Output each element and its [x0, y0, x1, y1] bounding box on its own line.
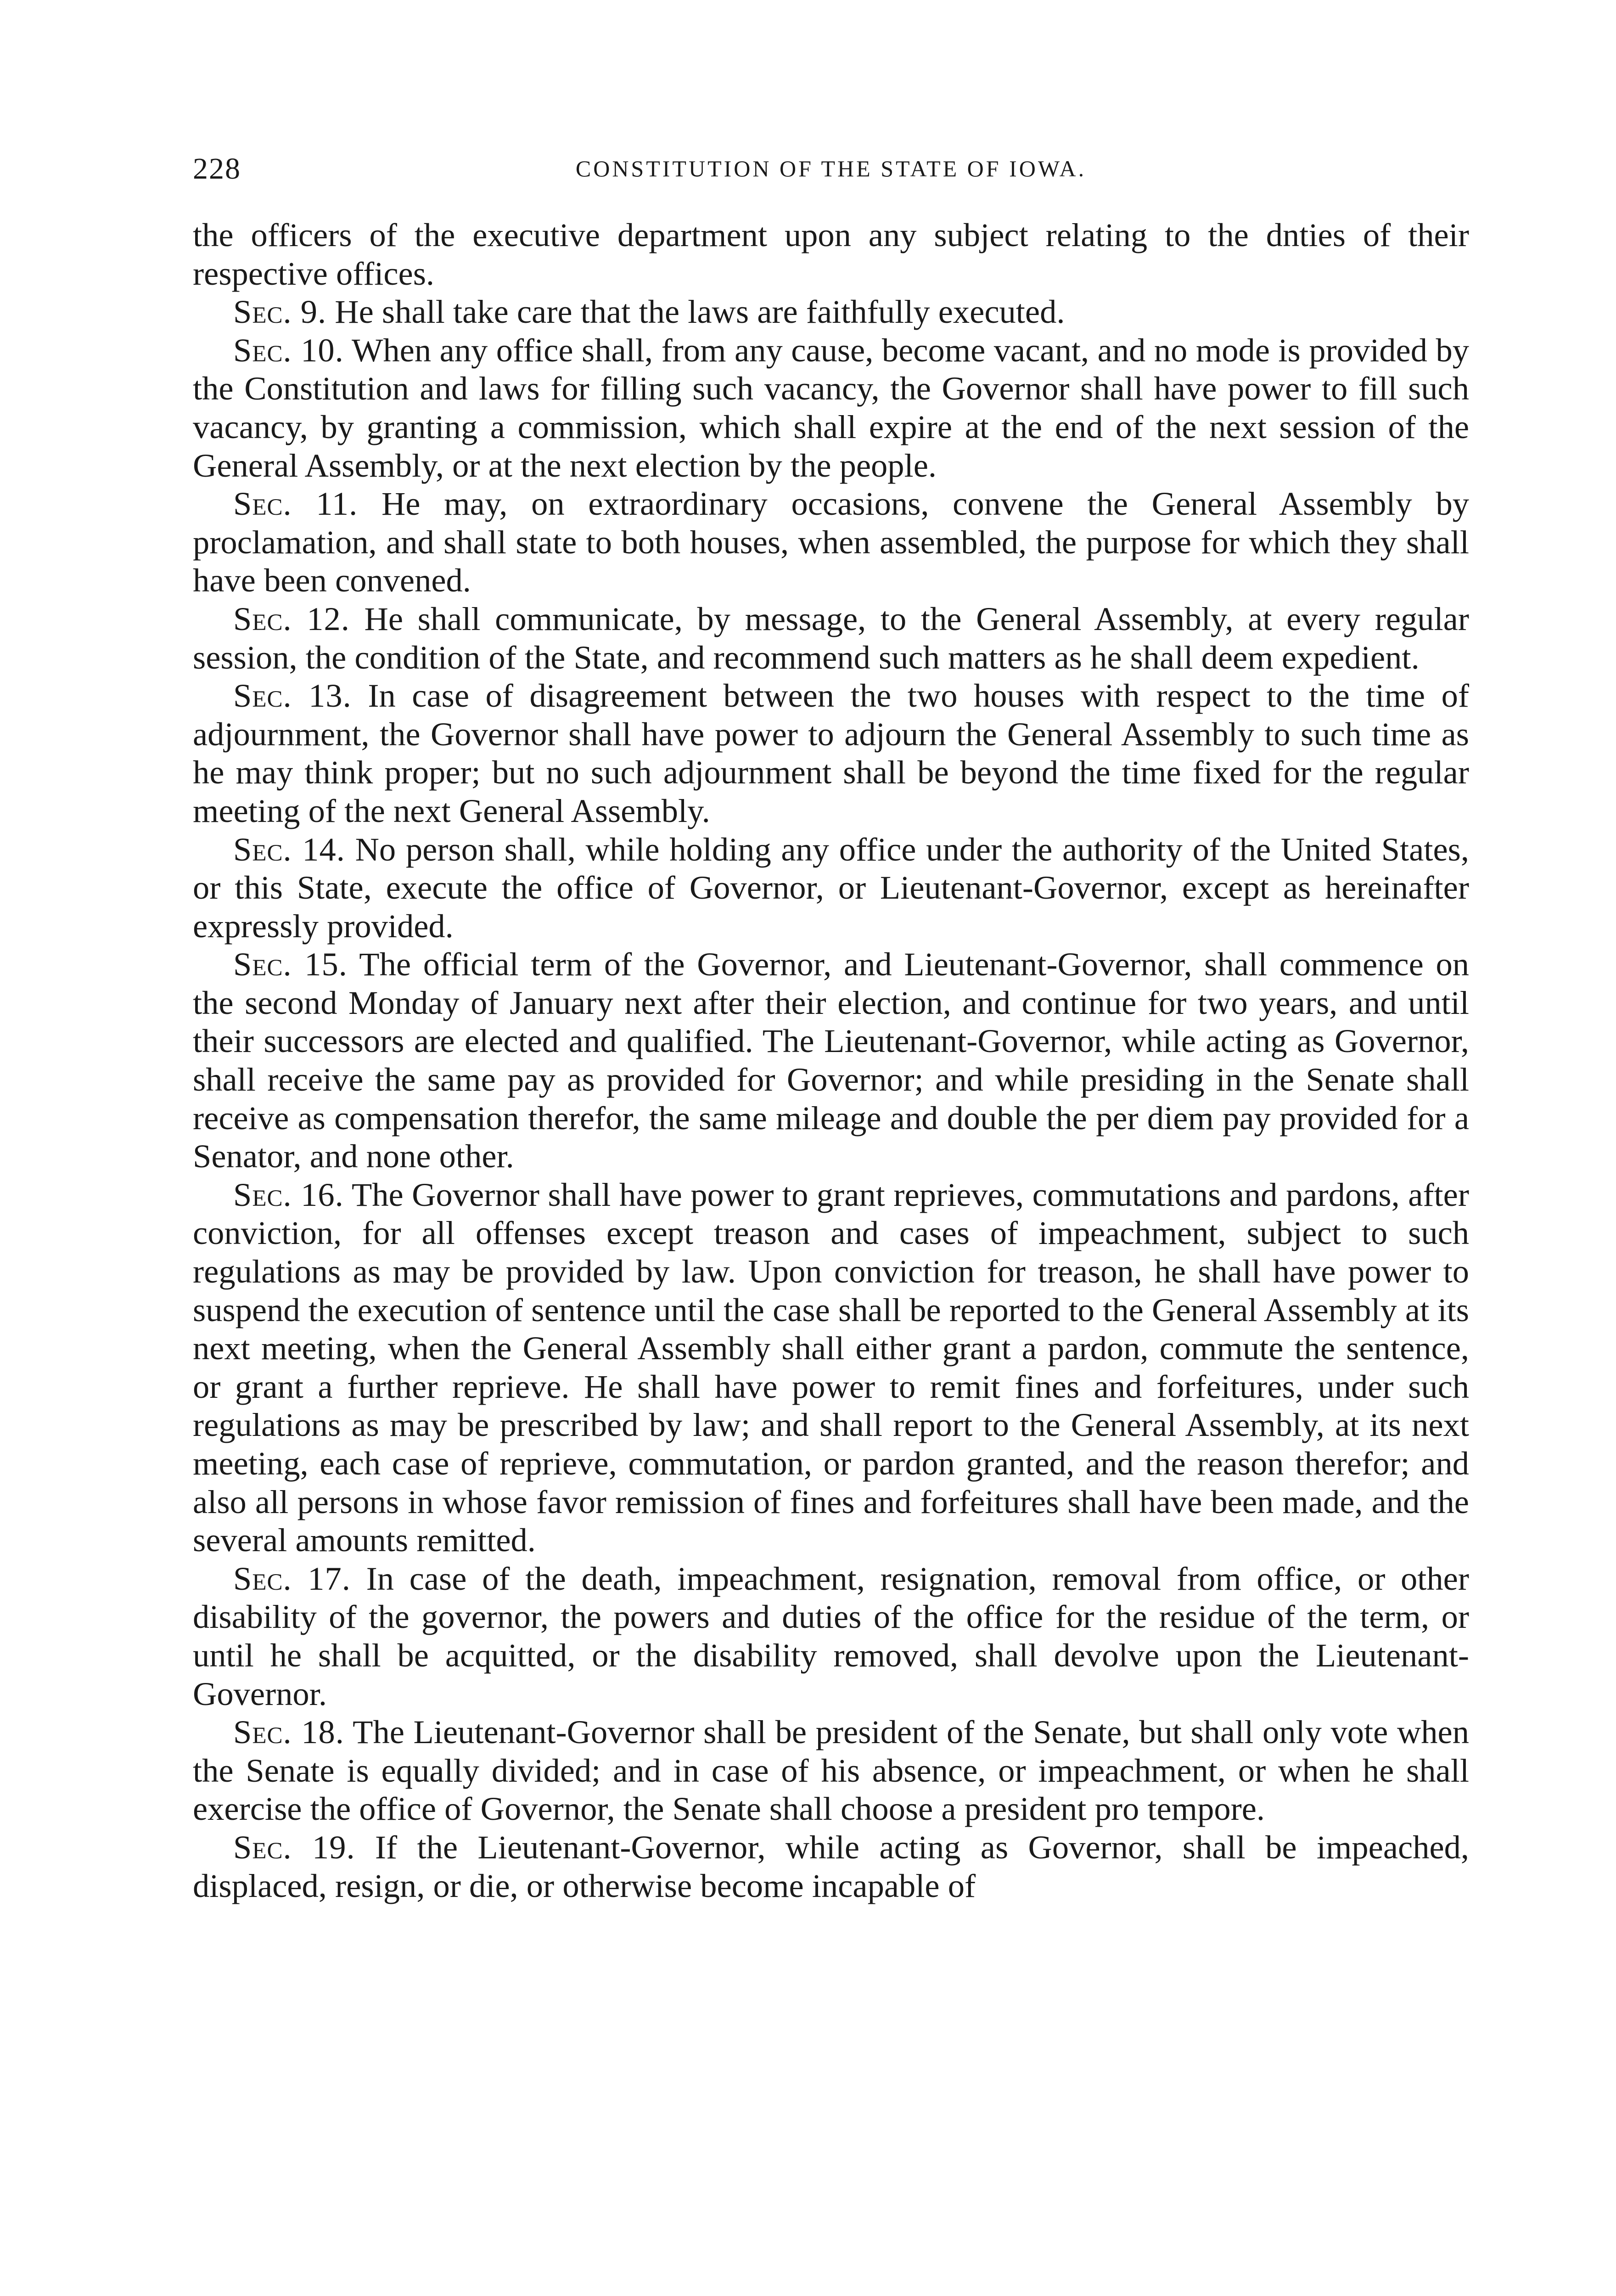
section-9 — [193, 293, 1469, 331]
section-18 — [193, 1713, 1469, 1828]
section-11 — [193, 484, 1469, 600]
section-14 — [193, 830, 1469, 945]
section-label: Sec. 15. — [233, 945, 348, 983]
page-number: 228 — [193, 152, 241, 186]
paragraph-continuation — [193, 216, 1469, 293]
paragraph-text: When any office shall, from any cause, become vacant, and no mode is provided by the Constitution and laws for filling such vacancy, the Governor shall have power to fill such vacancy, by granting a commission, which shall expire at the end of the next session of the General Assembly, or at the next election by the people. — [193, 331, 1469, 484]
section-label: Sec. 13. — [233, 677, 352, 715]
section-label: Sec. 18. — [233, 1713, 344, 1751]
section-16 — [193, 1176, 1469, 1559]
section-19 — [193, 1828, 1469, 1905]
paragraph-text: the officers of the executive department upon any subject relating to the dnties of their respective offices. — [193, 216, 1469, 292]
paragraph-text: He shall communicate, by message, to the General Assembly, at every regular session, the condition of the State, and recommend such matters as he shall deem expedient. — [193, 600, 1470, 676]
running-head — [193, 152, 1469, 202]
paragraph-text: If the Lieutenant-Governor, while acting as Governor, shall be impeached, displaced, resign, or die, or otherwise become incapable of — [193, 1828, 1470, 1904]
section-10 — [193, 331, 1469, 484]
paragraph-text: In case of disagreement between the two houses with respect to the time of adjournment, the Governor shall have power to adjourn the General Assembly to such time as he may think proper; but no such adjournment shall be beyond the time fixed for the regular meeting of the next General Assembly. — [193, 677, 1469, 829]
section-17 — [193, 1559, 1469, 1713]
running-title: CONSTITUTION OF THE STATE OF IOWA. — [575, 156, 1087, 181]
paragraph-text: He may, on extraordinary occasions, convene the General Assembly by proclamation, and shall state to both houses, when assembled, the purpose for which they shall have been convened. — [193, 485, 1469, 599]
section-label: Sec. 11. — [233, 485, 358, 523]
paragraph-text: The Lieutenant-Governor shall be president of the Senate, but shall only vote when the Senate is equally divided; and in case of his absence, or impeachment, or when he shall exercise the office of Governor, the Senate shall choose a president pro tempore. — [193, 1713, 1469, 1828]
paragraph-text: He shall take care that the laws are faithfully executed. — [335, 293, 1065, 331]
section-label: Sec. 17. — [233, 1559, 351, 1597]
paragraph-text: The official term of the Governor, and Lieutenant-Governor, shall commence on the second Monday of January next after their election, and continue for two years, and until their successors are elected and qualified. The Lieutenant-Governor, while acting as Governor, shall receive the same pay as provided for Governor; and while presiding in the Senate shall receive as compensation therefor, the same mileage and double the per diem pay provided for a Senator, and none other. — [193, 945, 1469, 1175]
section-13 — [193, 676, 1469, 830]
paragraph-text: The Governor shall have power to grant reprieves, commutations and pardons, after conviction, for all offenses except treason and cases of impeachment, subject to such regulations as may be provided by law. Upon conviction for treason, he shall have power to suspend the execution of sentence until the case shall be reported to the General Assembly at its next meeting, when the General Assembly shall either grant a pardon, commute the sentence, or grant a further reprieve. He shall have power to remit fines and forfeitures, under such regulations as may be prescribed by law; and shall report to the General Assembly, at its next meeting, each case of reprieve, commutation, or pardon granted, and the reason therefor; and also all persons in whose favor remission of fines and forfeitures shall have been made, and the several amounts remitted. — [193, 1176, 1469, 1559]
section-label: Sec. 14. — [233, 830, 345, 868]
paragraph-text: No person shall, while holding any office under the authority of the United States, or this State, execute the office of Governor, or Lieutenant-Governor, except as hereinafter expressly provided. — [193, 830, 1469, 945]
section-label: Sec. 10. — [233, 331, 344, 369]
section-12 — [193, 600, 1469, 676]
section-15 — [193, 945, 1469, 1176]
section-label: Sec. 12. — [233, 600, 350, 637]
paragraph-text: In case of the death, impeachment, resignation, removal from office, or other disability of the governor, the powers and duties of the office for the residue of the term, or until he shall be acquitted, or the disability removed, shall devolve upon the Lieutenant-Governor. — [193, 1559, 1470, 1712]
section-label: Sec. 19. — [233, 1828, 355, 1866]
document-page — [193, 152, 1469, 1905]
section-label: Sec. 16. — [233, 1176, 344, 1213]
body-text — [193, 216, 1469, 1905]
section-label: Sec. 9. — [233, 293, 327, 331]
